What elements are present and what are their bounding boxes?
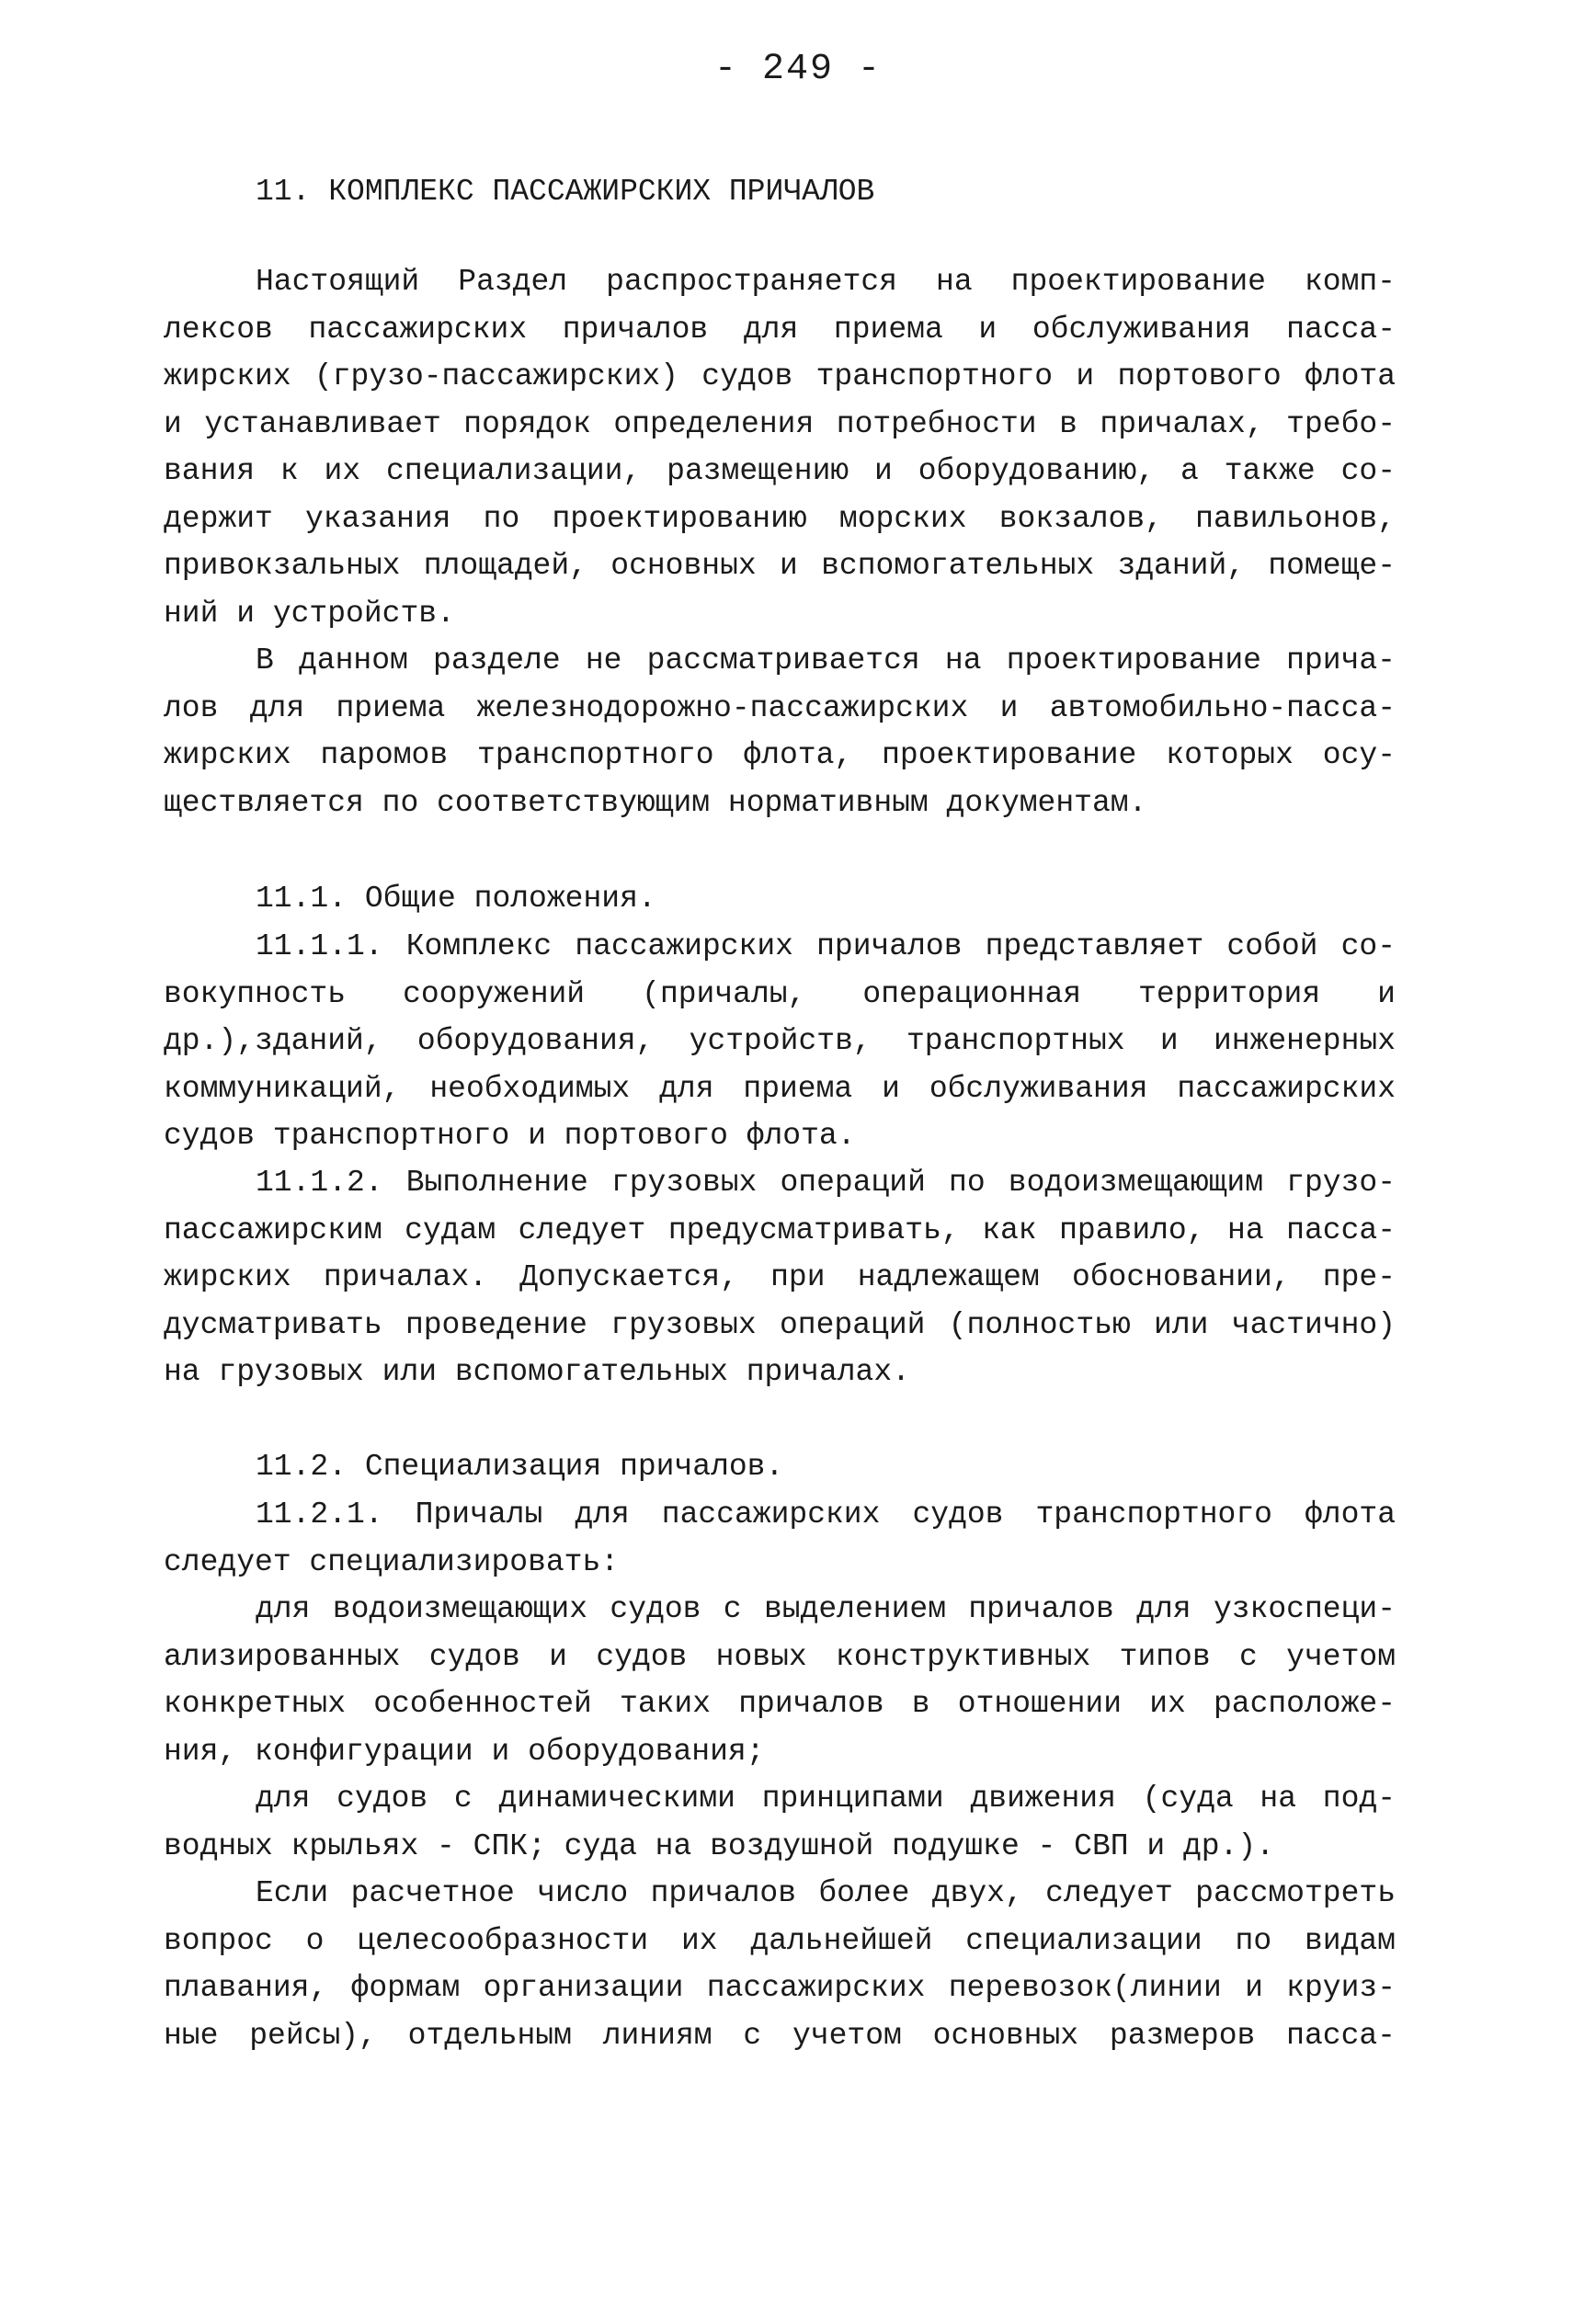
subsection-title-11-2: 11.2. Специализация причалов. <box>256 1450 784 1484</box>
clause-11-2-1-paragraph <box>164 1870 1396 2059</box>
clause-11-1-1 <box>164 923 1396 1160</box>
text-line: для судов с динамическими принципами движения (суда на под- <box>256 1782 1396 1816</box>
text-line: 11.1.2. Выполнение грузовых операций по водоизмещающим грузо- <box>256 1166 1396 1200</box>
text-line: ществляется по соответствующим нормативным документам. <box>164 785 1147 820</box>
text-line: 11.2.1. Причалы для пассажирских судов транспортного флота <box>256 1497 1396 1532</box>
text-line: вокупность сооружений (причалы, операционная территория и <box>164 976 1396 1011</box>
text-line: В данном разделе не рассматривается на проектирование прича- <box>256 643 1396 678</box>
page-number: - 249 - <box>713 49 883 90</box>
text-line: вания к их специализации, размещению и оборудованию, а также со- <box>164 454 1396 488</box>
text-line: Настоящий Раздел распространяется на проектирование комп- <box>256 265 1396 299</box>
text-line: водных крыльях - СПК; суда на воздушной подушке - СВП и др.). <box>164 1828 1274 1863</box>
text-line: следует специализировать: <box>164 1544 620 1579</box>
text-line: дусматривать проведение грузовых операций (полностью или частично) <box>164 1307 1396 1342</box>
text-line: ализированных судов и судов новых конструктивных типов с учетом <box>164 1639 1396 1674</box>
text-line: жирских паромов транспортного флота, проектирование которых осу- <box>164 738 1396 772</box>
text-line: и устанавливает порядок определения потребности в причалах, требо- <box>164 406 1396 441</box>
text-line: привокзальных площадей, основных и вспомогательных зданий, помеще- <box>164 549 1396 583</box>
text-line: 11.1.1. Комплекс пассажирских причалов представляет собой со- <box>256 929 1396 963</box>
text-line: ний и устройств. <box>164 596 455 631</box>
text-line: ния, конфигурации и оборудования; <box>164 1734 765 1769</box>
clause-11-1-2 <box>164 1159 1396 1396</box>
text-line: ные рейсы), отдельным линиям с учетом основных размеров пасса- <box>164 2018 1396 2053</box>
intro-paragraph-2 <box>164 637 1396 826</box>
section-title: 11. КОМПЛЕКС ПАССАЖИРСКИХ ПРИЧАЛОВ <box>256 175 875 209</box>
text-line: жирских (грузо-пассажирских) судов транспортного и портового флота <box>164 359 1396 393</box>
text-line: лексов пассажирских причалов для приема и обслуживания пасса- <box>164 312 1396 347</box>
text-line: вопрос о целесообразности их дальнейшей специализации по видам <box>164 1923 1396 1958</box>
text-line: пассажирским судам следует предусматривать, как правило, на пасса- <box>164 1213 1396 1247</box>
text-line: лов для приема железнодорожно-пассажирских и автомобильно-пасса- <box>164 690 1396 725</box>
intro-paragraph <box>164 258 1396 637</box>
text-line: держит указания по проектированию морских вокзалов, павильонов, <box>164 501 1396 536</box>
text-line: коммуникаций, необходимых для приема и обслуживания пассажирских <box>164 1071 1396 1106</box>
text-line: Если расчетное число причалов более двух, следует рассмотреть <box>256 1876 1396 1910</box>
text-line: судов транспортного и портового флота. <box>164 1119 856 1153</box>
text-line: плавания, формам организации пассажирских перевозок(линии и круиз- <box>164 1971 1396 2005</box>
text-line: жирских причалах. Допускается, при надлежащем обосновании, пре- <box>164 1260 1396 1294</box>
text-line: конкретных особенностей таких причалов в отношении их расположе- <box>164 1687 1396 1721</box>
text-line: др.),зданий, оборудования, устройств, транспортных и инженерных <box>164 1024 1396 1058</box>
clause-11-2-1 <box>164 1491 1396 1586</box>
text-line: на грузовых или вспомогательных причалах. <box>164 1355 910 1389</box>
clause-11-2-1-item-a <box>164 1586 1396 1775</box>
clause-11-2-1-item-b <box>164 1775 1396 1870</box>
text-line: для водоизмещающих судов с выделением причалов для узкоспеци- <box>256 1592 1396 1626</box>
subsection-title-11-1: 11.1. Общие положения. <box>256 882 656 916</box>
